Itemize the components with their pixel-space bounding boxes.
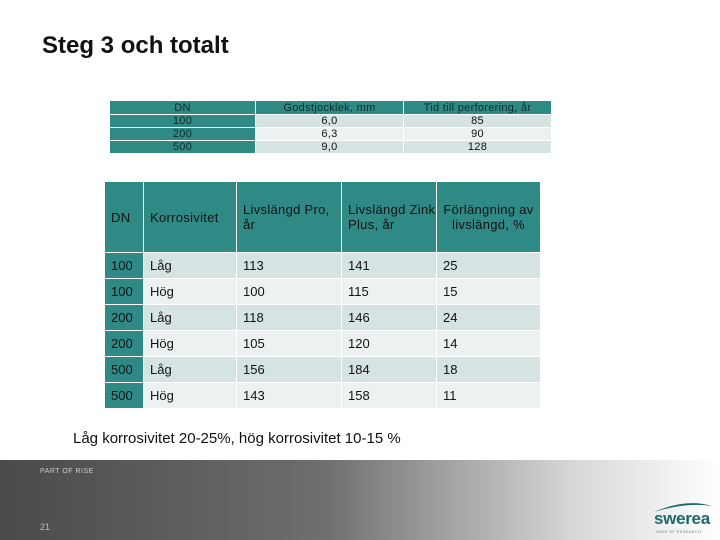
table-cell: 500 [110, 141, 256, 154]
table-cell: Låg [144, 305, 237, 331]
table-cell: 85 [404, 115, 552, 128]
table-cell: 90 [404, 128, 552, 141]
table-cell: 100 [105, 279, 144, 305]
header-cell: Livslängd Pro, år [237, 182, 342, 253]
table-cell: 120 [342, 331, 437, 357]
header-cell: DN [105, 182, 144, 253]
table-cell: 9,0 [256, 141, 404, 154]
wall-thickness-table [109, 100, 552, 154]
table-cell: 6,3 [256, 128, 404, 141]
table-row [110, 128, 552, 141]
table-cell: 146 [342, 305, 437, 331]
table-row [110, 141, 552, 154]
table-cell: 200 [105, 331, 144, 357]
header-cell: Godstjocklek, mm [256, 101, 404, 115]
summary-note: Låg korrosivitet 20-25%, hög korrosivitet 10-15 % [73, 430, 401, 447]
header-cell: Tid till perforering, år [404, 101, 552, 115]
logo-tagline: SAVE OF RESEARCH [656, 529, 702, 534]
header-cell: Livslängd Zink Plus, år [342, 182, 437, 253]
lifetime-table [104, 181, 541, 409]
table-cell: 15 [437, 279, 541, 305]
header-cell: Förlängning av livslängd, % [437, 182, 541, 253]
table-cell: 200 [105, 305, 144, 331]
table-cell: 100 [110, 115, 256, 128]
table-cell: 500 [105, 383, 144, 409]
table-cell: 25 [437, 253, 541, 279]
table-cell: 184 [342, 357, 437, 383]
table-cell: 118 [237, 305, 342, 331]
swerea-logo [646, 500, 716, 536]
table-cell: Låg [144, 253, 237, 279]
header-cell: Korrosivitet [144, 182, 237, 253]
table-cell: 14 [437, 331, 541, 357]
table-row [105, 383, 541, 409]
table-header-row [105, 182, 541, 253]
table-cell: 11 [437, 383, 541, 409]
table-cell: 156 [237, 357, 342, 383]
table-cell: Hög [144, 383, 237, 409]
table-row [110, 115, 552, 128]
table-cell: 100 [105, 253, 144, 279]
table-header-row [110, 101, 552, 115]
table-cell: 200 [110, 128, 256, 141]
table-cell: Låg [144, 357, 237, 383]
table-cell: 18 [437, 357, 541, 383]
table-cell: 158 [342, 383, 437, 409]
page-number: 21 [40, 522, 51, 532]
slide-footer [0, 460, 720, 540]
table-cell: 113 [237, 253, 342, 279]
table-cell: 128 [404, 141, 552, 154]
footer-label: PART OF RISE [40, 468, 94, 475]
table-cell: 115 [342, 279, 437, 305]
table-cell: 105 [237, 331, 342, 357]
table-row [105, 357, 541, 383]
table-row [105, 279, 541, 305]
table-row [105, 305, 541, 331]
table-cell: 24 [437, 305, 541, 331]
table-row [105, 331, 541, 357]
header-cell: DN [110, 101, 256, 115]
logo-wordmark: swerea [654, 509, 710, 528]
table-cell: Hög [144, 279, 237, 305]
slide-title: Steg 3 och totalt [42, 32, 229, 59]
table-cell: 6,0 [256, 115, 404, 128]
table-cell: Hög [144, 331, 237, 357]
table-cell: 500 [105, 357, 144, 383]
table-cell: 143 [237, 383, 342, 409]
table-cell: 100 [237, 279, 342, 305]
table-row [105, 253, 541, 279]
table-cell: 141 [342, 253, 437, 279]
